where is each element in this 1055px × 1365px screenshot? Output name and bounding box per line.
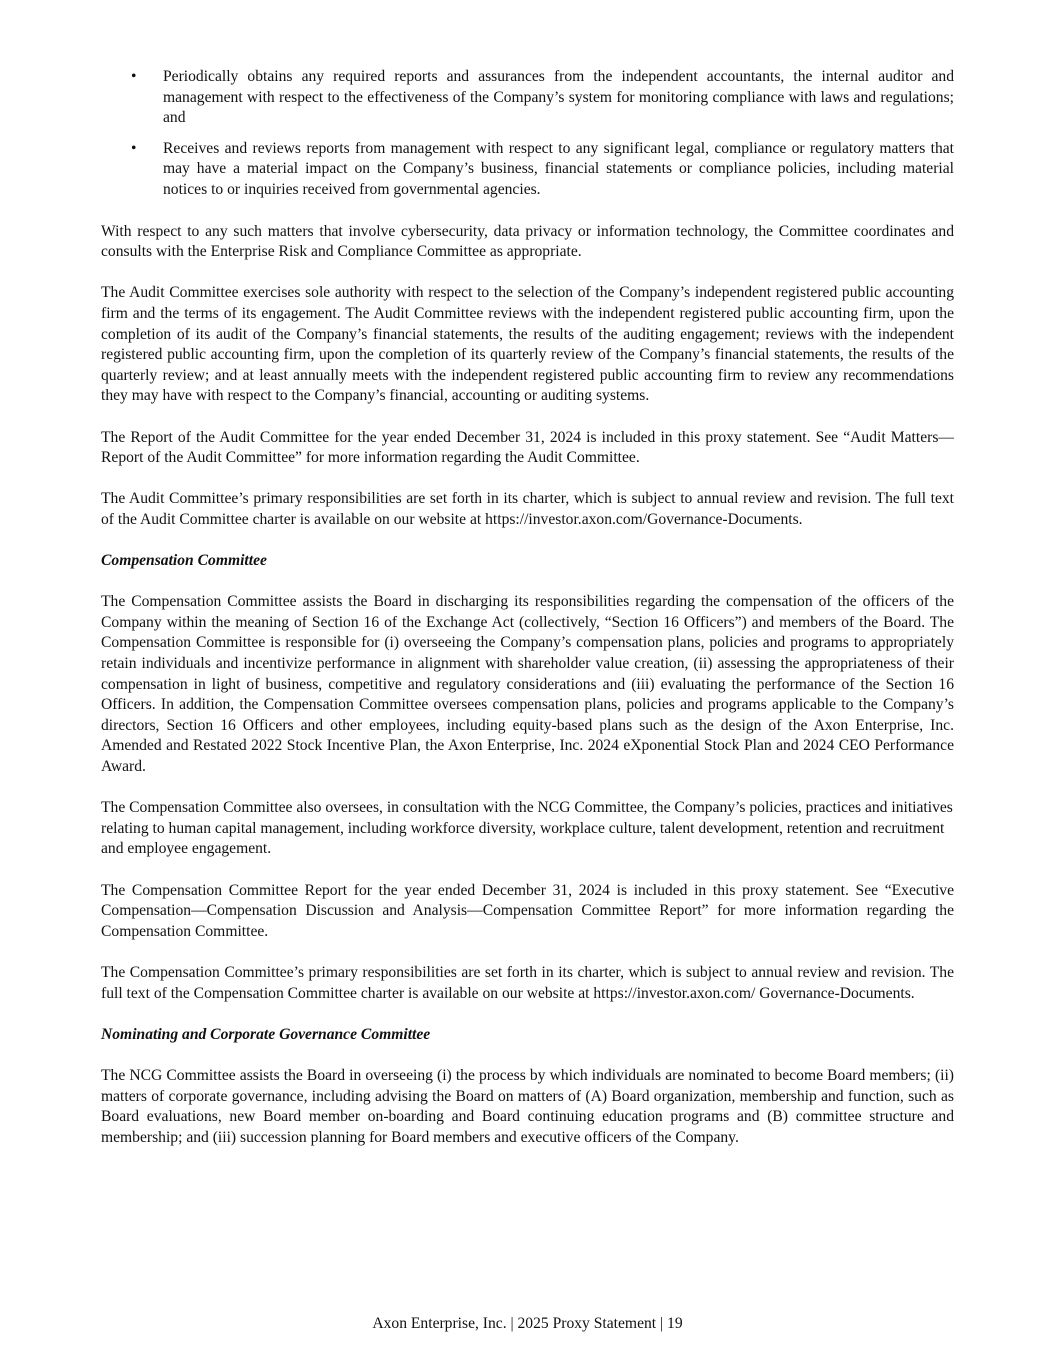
bullet-text: Receives and reviews reports from management with respect to any significant legal, compliance or regulatory matters that may have a material impact on the Company’s business, financial statements or compliance policies, including material notices to or inquiries received from governmental agencies.	[163, 139, 954, 198]
paragraph-ncg-overview: The NCG Committee assists the Board in overseeing (i) the process by which individuals are nominated to become Board members; (ii) matters of corporate governance, including advising the Board on matters of (A) Board organization, membership and function, such as Board evaluations, new Board member on-boarding and Board continuing education programs and (B) committee structure and membership; and (iii) succession planning for Board members and executive officers of the Company.	[101, 1066, 954, 1146]
paragraph-audit-report: The Report of the Audit Committee for the year ended December 31, 2024 is included in this proxy statement. See “Audit Matters—Report of the Audit Committee” for more information regarding the Audit Committee.	[101, 428, 954, 467]
bullet-icon: •	[131, 68, 137, 85]
heading-compensation-committee: Compensation Committee	[101, 552, 267, 570]
heading-ncg-committee: Nominating and Corporate Governance Committee	[101, 1025, 431, 1043]
bullet-list	[101, 67, 954, 201]
page-content	[101, 67, 954, 1169]
page-footer: Axon Enterprise, Inc. | 2025 Proxy Statement | 19	[372, 1315, 683, 1332]
list-item	[101, 67, 954, 129]
paragraph-compensation-report: The Compensation Committee Report for the year ended December 31, 2024 is included in this proxy statement. See “Executive Compensation—Compensation Discussion and Analysis—Compensation Committee Report” for more information regarding the Compensation Committee.	[101, 881, 954, 940]
paragraph-human-capital: The Compensation Committee also oversees, in consultation with the NCG Committee, the Company’s policies, practices and initiatives relating to human capital management, including workforce diversity, workplace culture, talent development, retention and recruitment and employee engagement.	[101, 799, 953, 858]
paragraph-compensation-charter: The Compensation Committee’s primary responsibilities are set forth in its charter, which is subject to annual review and revision. The full text of the Compensation Committee charter is available on our website at https://investor.axon.com/ Governance-Documents.	[101, 963, 954, 1002]
paragraph-cybersecurity: With respect to any such matters that involve cybersecurity, data privacy or information technology, the Committee coordinates and consults with the Enterprise Risk and Compliance Committee as appropriate.	[101, 222, 954, 261]
bullet-icon: •	[131, 139, 137, 157]
paragraph-audit-authority: The Audit Committee exercises sole authority with respect to the selection of the Company’s independent registered public accounting firm and the terms of its engagement. The Audit Committee reviews with the independent registered public accounting firm, upon the completion of its audit of the Company’s financial statements, the results of the auditing engagement; reviews with the independent registered public accounting firm, upon the completion of its quarterly review of the Company’s financial statements, the results of the quarterly review; and at least annually meets with the independent registered public accounting firm to review any recommendations they may have with respect to the Company’s financial, accounting or auditing systems.	[101, 284, 954, 405]
bullet-text: Periodically obtains any required reports and assurances from the independent accountants, the internal auditor and management with respect to the effectiveness of the Company’s system for monitoring compliance with laws and regulations; and	[163, 68, 954, 127]
paragraph-compensation-overview: The Compensation Committee assists the Board in discharging its responsibilities regarding the compensation of the officers of the Company within the meaning of Section 16 of the Exchange Act (collectively, “Section 16 Officers”) and members of the Board. The Compensation Committee is responsible for (i) overseeing the Company’s compensation plans, policies and programs to appropriately retain individuals and incentivize performance in alignment with shareholder value creation, (ii) assessing the appropriateness of their compensation in light of business, competitive and regulatory considerations and (iii) evaluating the performance of the Section 16 Officers. In addition, the Compensation Committee oversees compensation plans, policies and programs applicable to the Company’s directors, Section 16 Officers and other employees, including equity-based plans such as the design of the Axon Enterprise, Inc. Amended and Restated 2022 Stock Incentive Plan, the Axon Enterprise, Inc. 2024 eXponential Stock Plan and 2024 CEO Performance Award.	[101, 593, 954, 775]
paragraph-audit-charter: The Audit Committee’s primary responsibilities are set forth in its charter, which is subject to annual review and revision. The full text of the Audit Committee charter is available on our website at https://investor.axon.com/Governance-Documents.	[101, 490, 954, 528]
list-item	[101, 139, 954, 201]
